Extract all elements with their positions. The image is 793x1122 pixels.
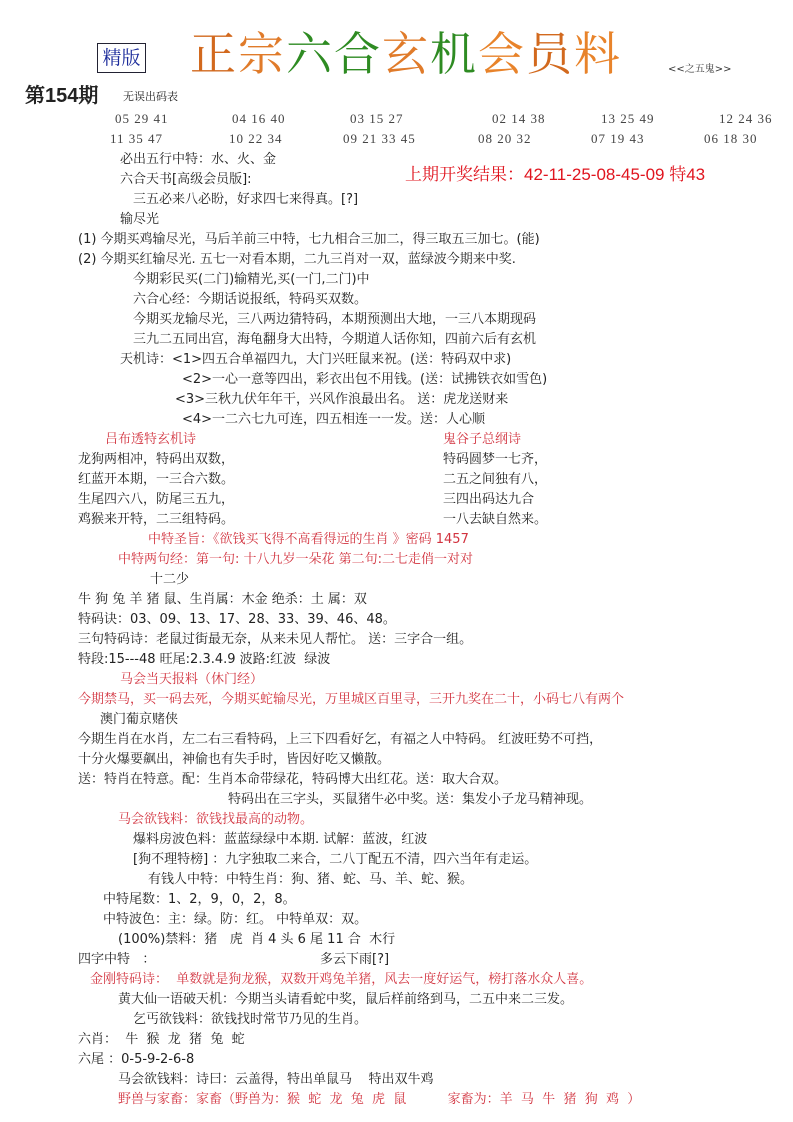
text-line: 今期彩民买(二门)输精光,买(一门,二门)中 bbox=[133, 272, 370, 287]
poem-line: 特码圆梦一七齐， bbox=[443, 452, 548, 467]
poem-line: 鸡猴来开特，二三组特码。 bbox=[78, 512, 235, 527]
text-line: (100%)禁料：猪 虎 肖 4 头 6 尾 11 合 木行 bbox=[118, 932, 396, 947]
text-line: 特码出在三字头，买鼠猪牛必中奖。送：集发小子龙马精神现。 bbox=[228, 792, 593, 807]
text-line: 天机诗：<1>四五合单福四九，大门兴旺鼠来祝。(送：特码双中求) bbox=[120, 352, 512, 367]
text-line: 爆料房波色料：蓝蓝绿绿中本期. 试解：蓝波，红波 bbox=[133, 832, 428, 847]
title-char: 玄 bbox=[382, 27, 430, 81]
text-line-red: 金刚特码诗： 单数就是狗龙猴，双数开鸡兔羊猪，风去一度好运气，榜打落水众人喜。 bbox=[90, 972, 593, 987]
text-line: (1) 今期买鸡输尽光，马后羊前三中特，七九相合三加二，得三取五三加七。(能) bbox=[78, 232, 540, 247]
section-heading: 输尽光 bbox=[120, 212, 160, 227]
title-char: 六 bbox=[286, 27, 334, 81]
number-group: 02 14 38 bbox=[492, 111, 546, 126]
text-line: 送：特肖在特意。配：生肖本命带绿花，特码博大出红花。送：取大合双。 bbox=[78, 772, 508, 787]
text-line: 十分火爆要飙出，神偷也有失手时，皆因好吃又懒散。 bbox=[78, 752, 391, 767]
title-char: 合 bbox=[334, 27, 382, 81]
text-line: 十二少 bbox=[150, 572, 190, 587]
edition-badge: 精版 bbox=[97, 43, 146, 73]
ghost-tag: <<之五鬼>> bbox=[668, 64, 732, 75]
text-line-red: 中特两句经：第一句: 十八九岁一朵花 第二句:二七走俏一对对 bbox=[118, 552, 474, 567]
number-group: 09 21 33 45 bbox=[343, 131, 416, 146]
issue-number: 第154期 bbox=[25, 85, 99, 107]
title-char: 正 bbox=[190, 27, 238, 81]
number-group: 03 15 27 bbox=[350, 111, 404, 126]
last-draw-result: 上期开奖结果：42-11-25-08-45-09 特43 bbox=[405, 165, 706, 184]
number-group: 06 18 30 bbox=[704, 131, 758, 146]
poem-line: 红蓝开本期，一三合六数。 bbox=[78, 472, 235, 487]
text-line: 今期生肖在水肖，左二右三看特码，上三下四看好乞，有福之人中特码。 红波旺势不可挡， bbox=[78, 732, 603, 747]
poem-line: 一八去缺自然来。 bbox=[443, 512, 548, 527]
text-line-red: 今期禁马，买一码去死，今期买蛇输尽光，万里城区百里寻，三开九奖在二十，小码七八有两个 bbox=[78, 692, 625, 707]
number-group: 05 29 41 bbox=[115, 111, 169, 126]
number-group: 07 19 43 bbox=[591, 131, 645, 146]
issue-subtitle: 无误出码表 bbox=[123, 90, 178, 103]
page-title bbox=[190, 26, 622, 82]
number-group: 11 35 47 bbox=[110, 131, 164, 146]
text-line: 四字中特 ： bbox=[78, 952, 156, 967]
text-line: 有钱人中特：中特生肖：狗、猪、蛇、马、羊、蛇、猴。 bbox=[148, 872, 474, 887]
text-line: 今期买龙输尽光，三八两边猜特码，本期预测出大地，一三八本期现码 bbox=[133, 312, 537, 327]
text-line: (2) 今期买红输尽光. 五七一对看本期，二九三肖对一双，蓝绿波今期来中奖. bbox=[78, 252, 516, 267]
text-line-red: 中特圣旨：《欲钱买飞得不高看得远的生肖 》密码 1457 bbox=[148, 532, 469, 547]
text-line: 三句特码诗：老鼠过街最无奈，从来未见人帮忙。 送：三字合一组。 bbox=[78, 632, 473, 647]
text-line: 乞丐欲钱料：欲钱找时常节乃见的生肖。 bbox=[133, 1012, 368, 1027]
text-line: 六尾 ：0-5-9-2-6-8 bbox=[78, 1052, 195, 1067]
text-line: 牛 狗 兔 羊 猪 鼠、生肖属：木金 绝杀：土 属：双 bbox=[78, 592, 367, 607]
text-line: 中特波色：主：绿。防：红。 中特单双：双。 bbox=[103, 912, 368, 927]
title-char: 料 bbox=[574, 27, 622, 81]
poem-line: 龙狗两相冲，特码出双数， bbox=[78, 452, 235, 467]
number-group: 13 25 49 bbox=[601, 111, 655, 126]
section-heading-red: 马会当天报料（休门经） bbox=[120, 672, 264, 687]
section-heading: 澳门葡京赌侠 bbox=[100, 712, 179, 727]
title-char: 会 bbox=[478, 27, 526, 81]
text-line: 六合心经：今期话说报纸，特码买双数。 bbox=[133, 292, 368, 307]
number-group: 08 20 32 bbox=[478, 131, 532, 146]
poem-line: 二五之间独有八， bbox=[443, 472, 548, 487]
poem-line: 三四出码达九合 bbox=[443, 492, 535, 507]
text-line: <2>一心一意等四出，彩衣出包不用钱。(送：试拂铁衣如雪色) bbox=[182, 372, 548, 387]
text-line: 特段:15---48 旺尾:2.3.4.9 波路:红波 绿波 bbox=[78, 652, 331, 667]
text-line-red: 野兽与家畜：家畜（野兽为：猴 蛇 龙 兔 虎 鼠 家畜为：羊 马 牛 猪 狗 鸡 ） bbox=[118, 1092, 641, 1107]
text-line: 马会欲钱料：诗曰：云盖得，特出单鼠马 特出双牛鸡 bbox=[118, 1072, 434, 1087]
text-line: [狗不理特榜] ：九字独取二来合，二八丁配五不清，四六当年有走运。 bbox=[133, 852, 538, 867]
poem-line: 生尾四六八，防尾三五九， bbox=[78, 492, 235, 507]
number-group: 10 22 34 bbox=[229, 131, 283, 146]
number-group: 04 16 40 bbox=[232, 111, 286, 126]
text-line: 六肖： 牛 猴 龙 猪 兔 蛇 bbox=[78, 1032, 245, 1047]
text-line-red: 马会欲钱料：欲钱找最高的动物。 bbox=[118, 812, 314, 827]
text-line: 六合天书[高级会员版]: bbox=[120, 172, 252, 187]
text-line: <3>三秋九伏年年干，兴风作浪最出名。 送：虎龙送财来 bbox=[175, 392, 509, 407]
text-line: 特码诀：03、09、13、17、28、33、39、46、48。 bbox=[78, 612, 396, 627]
text-line: 三九二五同出宫，海龟翻身大出特，今期道人话你知，四前六后有玄机 bbox=[133, 332, 537, 347]
text-line: 必出五行中特：水、火、金 bbox=[120, 152, 277, 167]
text-line: <4>一二六七九可连，四五相连一一发。送：人心顺 bbox=[182, 412, 486, 427]
title-char: 机 bbox=[430, 27, 478, 81]
number-group: 12 24 36 bbox=[719, 111, 773, 126]
poem-title: 吕布透特玄机诗 bbox=[105, 432, 197, 447]
title-char: 员 bbox=[526, 27, 574, 81]
text-line: 中特尾数：1、2，9，0，2，8。 bbox=[103, 892, 296, 907]
text-line: 三五必来八必盼，好求四七来得真。[?] bbox=[133, 192, 359, 207]
text-line: 黄大仙一语破天机：今期当头请看蛇中奖，鼠后样前络到马，二五中来二三发。 bbox=[118, 992, 574, 1007]
title-char: 宗 bbox=[238, 27, 286, 81]
text-line: 多云下雨[?] bbox=[320, 952, 390, 967]
poem-title: 鬼谷子总纲诗 bbox=[443, 432, 522, 447]
